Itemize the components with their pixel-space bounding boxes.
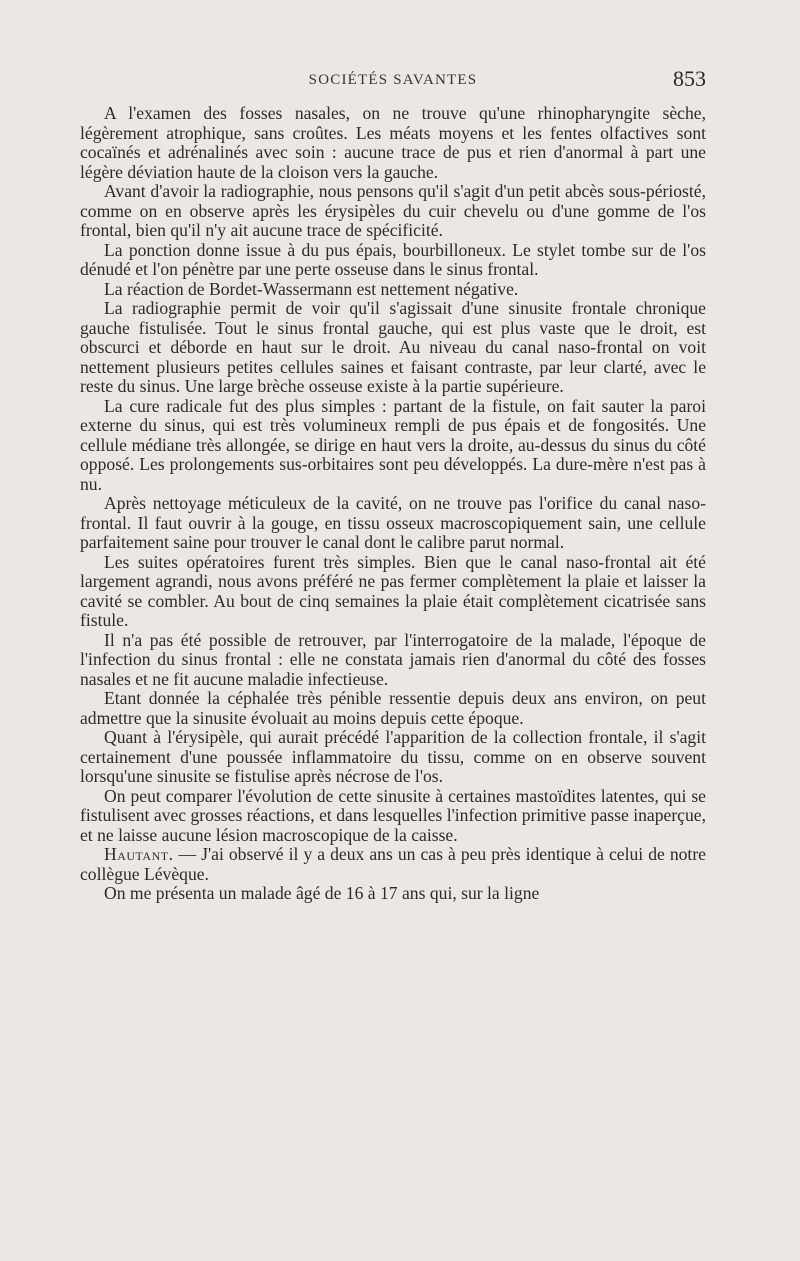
paragraph: La radiographie permit de voir qu'il s'agissait d'une sinusite frontale chronique gauche fistulisée. Tout le sinus frontal gauche, qui est plus vaste que le droit, est obscurci et déborde en haut sur le droit. Au niveau du canal naso-frontal on voit nettement plusieurs petites cellules saines et faisant contraste, par leur clarté, avec le reste du sinus. Une large brèche osseuse existe à la partie supérieure. xyxy=(80,298,706,396)
speaker-name: Hautant. xyxy=(104,844,174,864)
page-header xyxy=(80,66,706,96)
hautant-paragraph xyxy=(80,845,706,884)
body-text xyxy=(80,104,706,904)
paragraph: A l'examen des fosses nasales, on ne trouve qu'une rhinopharyngite sèche, légèrement atrophique, sans croûtes. Les méats moyens et les fentes olfactives sont cocaïnés et adrénalinés avec soin : aucune trace de pus et rien d'anormal à part une légère déviation haute de la cloison vers la gauche. xyxy=(80,103,706,182)
paragraph: La cure radicale fut des plus simples : partant de la fistule, on fait sauter la paroi externe du sinus, qui est très volumineux rempli de pus épais et de fongosités. Une cellule médiane très allongée, se dirige en haut vers la droite, au-dessus du sinus du côté opposé. Les prolongements sus-orbitaires sont peu développés. La dure-mère n'est pas à nu. xyxy=(80,395,706,494)
paragraph: Avant d'avoir la radiographie, nous pensons qu'il s'agit d'un petit abcès sous-périosté, comme on en observe après les érysipèles du cuir chevelu ou d'une gomme de l'os frontal, bien qu'il n'y ait aucune trace de spécificité. xyxy=(80,181,706,240)
paragraph: Il n'a pas été possible de retrouver, par l'interrogatoire de la malade, l'époque de l'infection du sinus frontal : elle ne constata jamais rien d'anormal du côté des fosses nasales et ne fit aucune maladie infectieuse. xyxy=(80,629,706,689)
paragraph: La réaction de Bordet-Wassermann est nettement négative. xyxy=(104,278,519,299)
last-line: On me présenta un malade âgé de 16 à 17 ans qui, sur la ligne xyxy=(104,883,540,903)
paragraph: Les suites opératoires furent très simples. Bien que le canal naso-frontal ait été largement agrandi, nous avons préféré ne pas fermer complètement la plaie et laisser la cavité se combler. Au bout de cinq semaines la plaie était complètement cicatrisée sans fistule. xyxy=(80,551,706,630)
paragraph: Quant à l'érysipèle, qui aurait précédé l'apparition de la collection frontale, il s'agit certainement d'une poussée inflammatoire du tissu, comme on en observe souvent lorsqu'une sinusite se fistulise après nécrose de l'os. xyxy=(80,727,706,786)
paragraph: On peut comparer l'évolution de cette sinusite à certaines mastoïdites latentes, qui se fistulisent avec grosses réactions, et dans lesquelles l'infection primitive passe inaperçue, et ne laisse aucune lésion macroscopique de la caisse. xyxy=(80,785,706,845)
paragraph: La ponction donne issue à du pus épais, bourbilloneux. Le stylet tombe sur de l'os dénudé et l'on pénètre par une perte osseuse dans le sinus frontal. xyxy=(80,239,706,279)
page-number: 853 xyxy=(673,66,706,91)
paragraph: Etant donnée la céphalée très pénible ressentie depuis deux ans environ, on peut admettre que la sinusite évoluait au moins depuis cette époque. xyxy=(80,688,706,728)
paragraph: Après nettoyage méticuleux de la cavité, on ne trouve pas l'orifice du canal naso-frontal. Il faut ouvrir à la gouge, en tissu osseux macroscopiquement sain, une cellule parfaitement saine pour trouver le canal dont le calibre parut normal. xyxy=(80,493,706,552)
hautant-text: — J'ai observé il y a deux ans un cas à peu près identique à celui de notre collègue Lévèque. xyxy=(80,844,706,884)
running-title: SOCIÉTÉS SAVANTES xyxy=(308,72,478,88)
